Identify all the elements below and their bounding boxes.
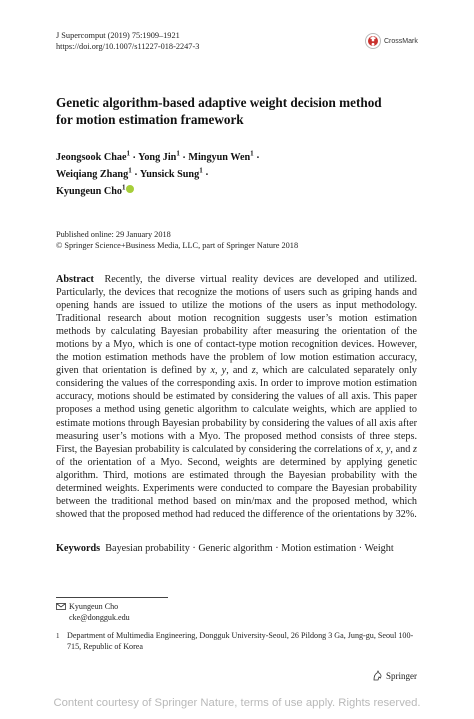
keywords <box>56 542 417 555</box>
author-list: Jeongsook Chae$^1$ · Yong Jin$^1$ · Mingyun Wen$^1$ · Weiqiang Zhang$^1$ · Yunsick Sung$^1$ · Kyungeun Cho$^1$ <box>56 150 260 197</box>
doi-link[interactable]: https://doi.org/10.1007/s11227-018-2247-3 <box>56 41 200 51</box>
crossmark-badge[interactable] <box>365 33 418 49</box>
orcid-icon[interactable] <box>126 185 134 193</box>
contact-email[interactable]: cke@dongguk.edu <box>69 612 130 622</box>
courtesy-notice: Content courtesy of Springer Nature, terms of use apply. Rights reserved. <box>53 697 421 709</box>
envelope-icon <box>56 602 69 623</box>
abstract <box>56 273 417 521</box>
author-affiliation-mark: 1 <box>128 166 132 175</box>
contact-name: Kyungeun Cho <box>69 602 119 611</box>
affiliation-number: 1 <box>56 632 60 640</box>
author-affiliation-mark: 1 <box>126 150 130 158</box>
crossmark-icon <box>365 33 381 49</box>
copyright-notice: © Springer Science+Business Media, LLC, part of Springer Nature 2018 <box>56 241 299 250</box>
author-affiliation-mark: 1 <box>199 166 203 175</box>
author-affiliation-mark: 1 <box>176 150 180 158</box>
keywords-label: Keywords <box>56 543 101 554</box>
published-online-date: Published online: 29 January 2018 <box>56 230 171 239</box>
affiliation <box>56 631 424 652</box>
springer-horse-icon <box>372 670 383 681</box>
author-name: Jeongsook Chae$^1$ <box>56 150 130 164</box>
keywords-text: Bayesian probability · Generic algorithm · Motion estimation · Weight <box>105 543 394 554</box>
crossmark-label: CrossMark <box>384 37 418 45</box>
paper-title: Genetic algorithm-based adaptive weight decision method for motion estimation framework <box>56 95 382 127</box>
author-name: Yong Jin$^1$ <box>138 150 180 164</box>
affiliation-text: Department of Multimedia Engineering, Dongguk University-Seoul, 26 Pildong 3 Ga, Jung-gu, Seoul 100-715, Republic of Korea <box>67 631 414 651</box>
author-affiliation-mark: 1 <box>121 183 126 192</box>
publication-info <box>56 229 298 251</box>
abstract-label: Abstract <box>56 274 94 285</box>
corresponding-author <box>56 602 130 623</box>
author-name: Weiqiang Zhang$^1$ <box>56 166 132 180</box>
author-name: Kyungeun Cho$^1$ <box>56 183 126 197</box>
journal-citation: J Supercomput (2019) 75:1909–1921 <box>56 31 180 40</box>
publisher-name: Springer <box>386 670 417 681</box>
publisher-logo <box>372 670 417 681</box>
abstract-text: Recently, the diverse virtual reality devices are developed and utilized. Particularly, the devices that recognize the motions of users such as griping hands and opening hands are issued to utilize the motions of the users as input methodology. Traditional research about motion recognition suggests user’s motion estimation methods by calculating Bayesian probability after measuring the orientation of the motions by a Myo, which is one of contact-type motion recognition devices. However, the motion estimation methods have the problem of low motion estimation accuracy, given that orientation is defined by x, y, and z, which are calculated separately only considering the values of the corresponding axis. In order to improve motion estimation accuracy, motions should be estimated by considering the values of all axis. This paper proposes a method using genetic algorithm to calculate weights, which are applied to estimate motions through Bayesian probability by considering the values of all axis after measuring user’s motions with a Myo. The proposed method consists of three steps. First, the Bayesian probability is calculated by considering the correlations of x, y, and z of the orientation of a Myo. Second, weights are determined by applying genetic algorithm. Third, motions are estimated through the Bayesian probability with the determined weights. Experiments were conducted to compare the Bayesian probability between the traditional method based on min/max and the proposed method, which showed that the proposed method had reduced the difference of the orientations by 32%. <box>56 274 418 520</box>
author-name: Yunsick Sung$^1$ <box>139 166 203 180</box>
author-affiliation-mark: 1 <box>250 150 254 158</box>
journal-header <box>56 31 199 52</box>
footnote-divider <box>56 597 168 598</box>
author-name: Mingyun Wen$^1$ <box>188 150 254 164</box>
